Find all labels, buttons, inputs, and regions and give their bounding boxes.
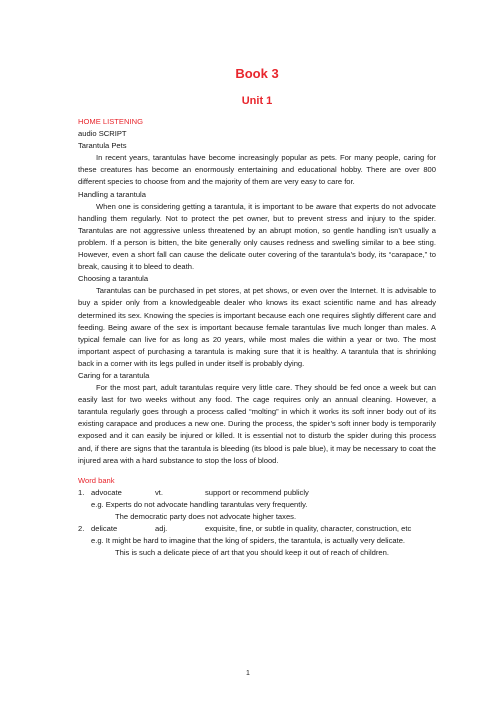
entry-definition: support or recommend publicly	[205, 487, 309, 497]
entry-example: This is such a delicate piece of art that you should keep it out of reach of children.	[115, 548, 389, 558]
page-number: 1	[246, 670, 250, 677]
entry-word: delicate	[91, 524, 118, 534]
entry-definition: exquisite, fine, or subtle in quality, character, construction, etc	[205, 524, 412, 534]
article-title: Tarantula Pets	[78, 141, 127, 151]
handling-heading: Handling a tarantula	[78, 189, 146, 199]
entry-example: e.g. Experts do not advocate handling tarantulas very frequently.	[91, 499, 308, 509]
document-body	[78, 116, 436, 559]
entry-word: advocate	[91, 487, 122, 497]
handling-paragraph: When one is considering getting a tarantula, it is important to be aware that experts do not advocate handling them regularly. Not to protect the pet owner, but to prevent stress and injury to the spider. Tarantulas are not aggressive unless threatened by an abrupt motion, so gentle handling isn’t usually a problem. If a person is bitten, the bite generally only causes redness and swelling similar to a bee sting. However, even a short fall can cause the delicate outer covering of the tarantula’s body, its “carapace,” to break, causing it to bleed to death.	[78, 201, 436, 272]
entry-number: 2.	[78, 524, 85, 534]
entry-part-of-speech: vt.	[155, 487, 164, 497]
choosing-paragraph: Tarantulas can be purchased in pet stores, at pet shows, or even over the Internet. It is advisable to buy a spider only from a knowledgeable dealer who knows its exact scientific name and has already determined its sex. Knowing the species is important because each one requires slightly different care and feeding. Being aware of the sex is important because female tarantulas live much longer than males. A typical female can live for as long as 20 years, while most males die within a year or two. The most important aspect of purchasing a tarantula is making sure that it is healthy. A tarantula that is shrinking back in a corner with its legs pulled in under itself is probably dying.	[78, 286, 436, 368]
intro-paragraph: In recent years, tarantulas have become increasingly popular as pets. For many people, caring for these creatures has become an enormously entertaining and educational hobby. There are over 800 different species to choose from and the majority of them are very easy to care for.	[78, 153, 436, 187]
word-bank-entry	[78, 487, 436, 499]
choosing-heading: Choosing a tarantula	[78, 274, 149, 284]
section-heading: HOME LISTENING	[78, 117, 143, 126]
entry-example: The democratic party does not advocate higher taxes.	[115, 512, 297, 521]
book-title: Book 3	[235, 66, 279, 81]
caring-paragraph: For the most part, adult tarantulas require very little care. They should be fed once a week but can easily last for two weeks without any food. The cage requires only an annual cleaning. However, a tarantula regularly goes through a process called “molting” in which it works its soft inner body out of its existing carapace and produces a new one. During the process, the spider’s soft inner body is temporarily exposed and it can easily be injured or killed. It is essential not to disturb the spider during this process and, if there are signs that the tarantula is bleeding (its blood is pale blue), it may be necessary to coat the injured area with a hard substance to stop the loss of blood.	[78, 383, 436, 465]
audio-script-label: audio SCRIPT	[78, 129, 127, 139]
entry-example: e.g. It might be hard to imagine that the king of spiders, the tarantula, is actually very delicate.	[91, 536, 406, 546]
entry-number: 1.	[78, 487, 85, 497]
unit-title: Unit 1	[241, 95, 273, 107]
entry-part-of-speech: adj.	[155, 524, 168, 534]
caring-heading: Caring for a tarantula	[78, 370, 150, 380]
word-bank-entry	[78, 523, 436, 535]
word-bank-title: Word bank	[78, 475, 115, 485]
